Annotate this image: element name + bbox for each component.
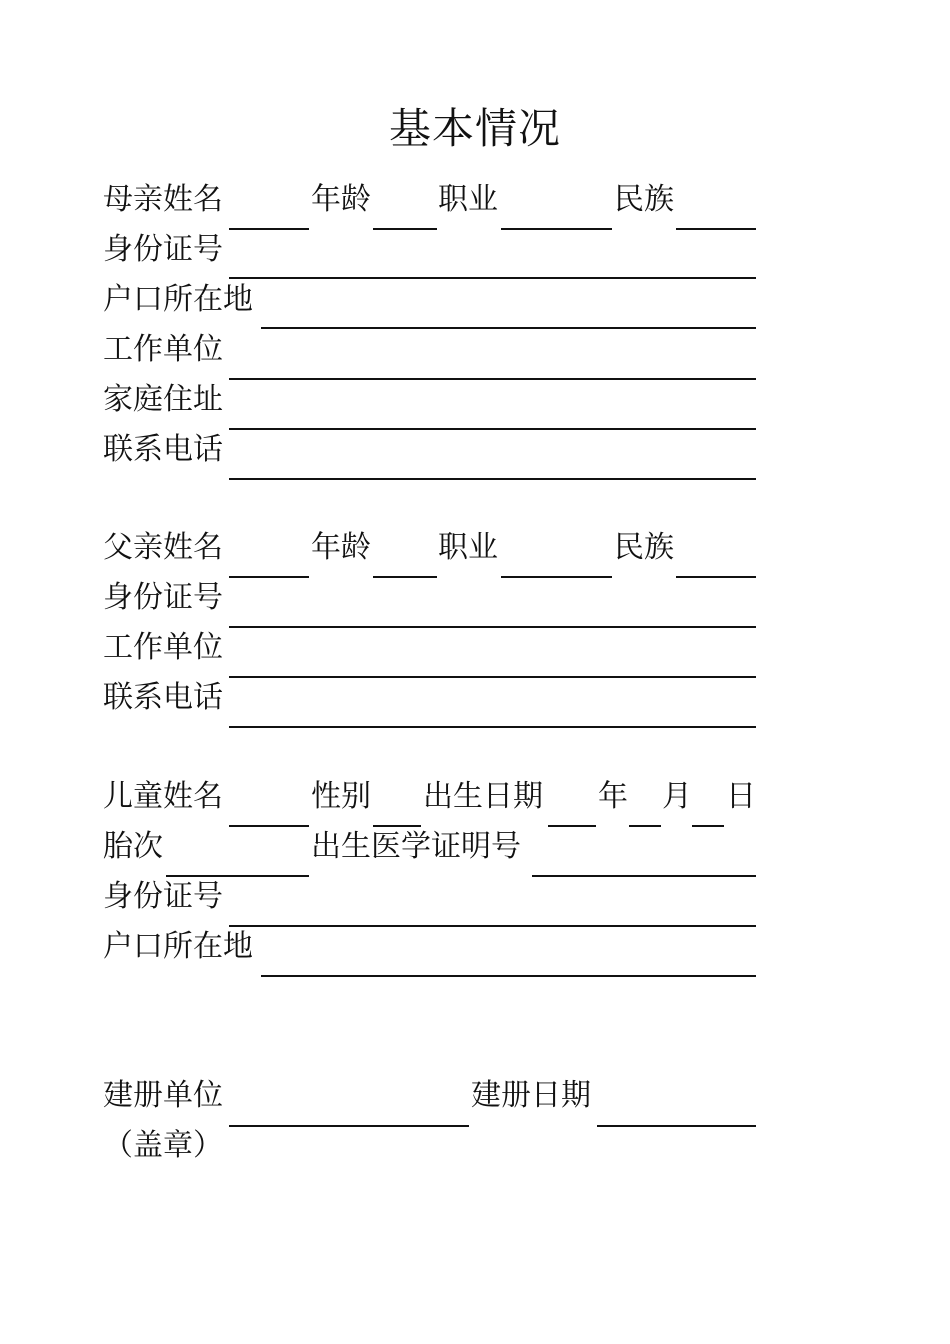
mother-basic-row — [0, 180, 950, 230]
child-birth-cert-label: 出生医学证明号 — [311, 829, 521, 864]
mother-address-label: 家庭住址 — [103, 382, 223, 417]
registration-unit-label: 建册单位 — [103, 1078, 223, 1113]
child-parity-label: 胎次 — [103, 829, 163, 864]
seal-note: （盖章） — [103, 1128, 223, 1163]
child-birthdate-label: 出生日期 — [423, 779, 543, 814]
child-hukou-row — [0, 927, 950, 977]
mother-id-field[interactable] — [229, 277, 756, 279]
mother-hukou-field[interactable] — [261, 327, 756, 329]
mother-age-label: 年龄 — [311, 182, 371, 217]
father-name-label: 父亲姓名 — [103, 530, 223, 565]
child-name-label: 儿童姓名 — [103, 779, 223, 814]
father-phone-row — [0, 678, 950, 728]
mother-employer-label: 工作单位 — [103, 332, 223, 367]
child-basic-row — [0, 777, 950, 827]
page-title: 基本情况 — [388, 104, 561, 153]
mother-phone-field[interactable] — [229, 478, 756, 480]
father-age-label: 年龄 — [311, 530, 371, 565]
mother-phone-row — [0, 430, 950, 480]
child-day-label: 日 — [726, 779, 756, 814]
child-month-label: 月 — [662, 779, 692, 814]
father-id-label: 身份证号 — [103, 580, 223, 615]
mother-occupation-label: 职业 — [438, 182, 498, 217]
child-parity-row — [0, 827, 950, 877]
mother-phone-label: 联系电话 — [103, 432, 223, 467]
seal-row — [0, 1126, 950, 1176]
child-id-row — [0, 877, 950, 927]
father-basic-row — [0, 528, 950, 578]
father-employer-row — [0, 628, 950, 678]
registration-row — [0, 1076, 950, 1126]
mother-name-label: 母亲姓名 — [103, 182, 223, 217]
registration-date-label: 建册日期 — [471, 1078, 591, 1113]
father-employer-label: 工作单位 — [103, 630, 223, 665]
mother-employer-row — [0, 330, 950, 380]
mother-hukou-label: 户口所在地 — [103, 282, 253, 317]
child-sex-label: 性别 — [311, 779, 371, 814]
father-id-row — [0, 578, 950, 628]
child-id-label: 身份证号 — [103, 879, 223, 914]
mother-hukou-row — [0, 280, 950, 330]
mother-ethnicity-label: 民族 — [614, 182, 674, 217]
child-hukou-field[interactable] — [261, 975, 756, 977]
child-year-label: 年 — [598, 779, 628, 814]
father-phone-label: 联系电话 — [103, 680, 223, 715]
mother-address-row — [0, 380, 950, 430]
father-ethnicity-label: 民族 — [614, 530, 674, 565]
mother-id-row — [0, 230, 950, 280]
mother-id-label: 身份证号 — [103, 232, 223, 267]
child-hukou-label: 户口所在地 — [103, 929, 253, 964]
father-phone-field[interactable] — [229, 726, 756, 728]
father-occupation-label: 职业 — [438, 530, 498, 565]
